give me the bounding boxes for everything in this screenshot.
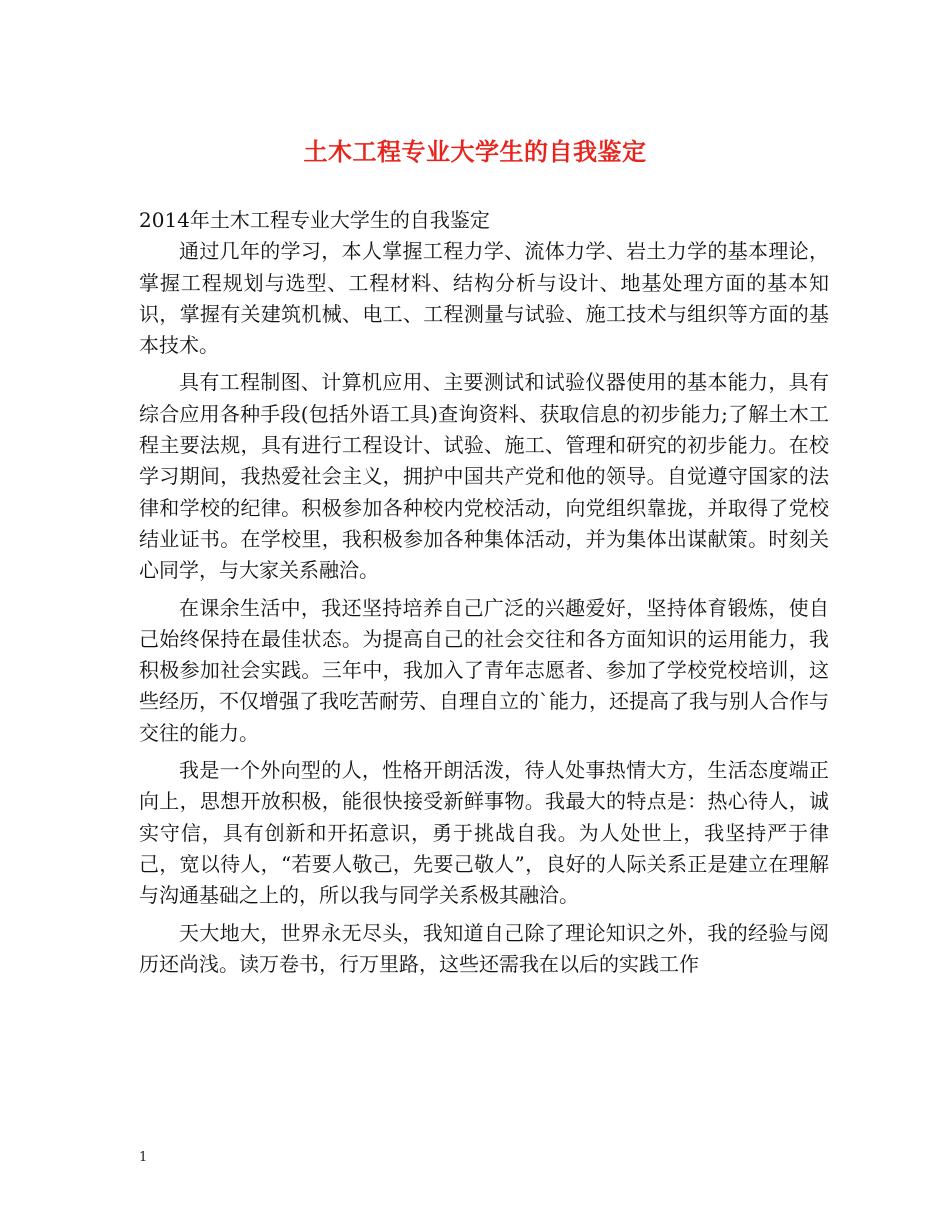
document-title: 土木工程专业大学生的自我鉴定 (303, 137, 647, 166)
paragraph-4: 我是一个外向型的人，性格开朗活泼，待人处事热情大方，生活态度端正向上，思想开放积极，能很快接受新鲜事物。我最大的特点是：热心待人，诚实守信，具有创新和开拓意识，勇于挑战自我。为人处世上，我坚持严于律己，宽以待人，“若要人敬己，先要己敬人”，良好的人际关系正是建立在理解与沟通基础之上的，所以我与同学关系极其融洽。 (139, 758, 829, 908)
paragraph-5: 天大地大，世界永无尽头，我知道自己除了理论知识之外，我的经验与阅历还尚浅。读万卷书，行万里路，这些还需我在以后的实践工作 (139, 920, 829, 976)
document-body (139, 205, 829, 980)
page-number: 1 (139, 1150, 148, 1165)
document-subtitle: 2014年土木工程专业大学生的自我鉴定 (139, 208, 490, 232)
paragraph-2: 具有工程制图、计算机应用、主要测试和试验仪器使用的基本能力，具有综合应用各种手段(包括外语工具)查询资料、获取信息的初步能力;了解土木工程主要法规，具有进行工程设计、试验、施工、管理和研究的初步能力。在校学习期间，我热爱社会主义，拥护中国共产党和他的领导。自觉遵守国家的法律和学校的纪律。积极参加各种校内党校活动，向党组织靠拢，并取得了党校结业证书。在学校里，我积极参加各种集体活动，并为集体出谋献策。时刻关心同学，与大家关系融洽。 (139, 370, 829, 583)
paragraph-1: 通过几年的学习，本人掌握工程力学、流体力学、岩土力学的基本理论，掌握工程规划与选型、工程材料、结构分析与设计、地基处理方面的基本知识，掌握有关建筑机械、电工、工程测量与试验、施工技术与组织等方面的基本技术。 (139, 239, 829, 358)
paragraph-3: 在课余生活中，我还坚持培养自己广泛的兴趣爱好，坚持体育锻炼，使自己始终保持在最佳状态。为提高自己的社会交往和各方面知识的运用能力，我积极参加社会实践。三年中，我加入了青年志愿者、参加了学校党校培训，这些经历，不仅增强了我吃苦耐劳、自理自立的`能力，还提高了我与别人合作与交往的能力。 (139, 595, 829, 745)
